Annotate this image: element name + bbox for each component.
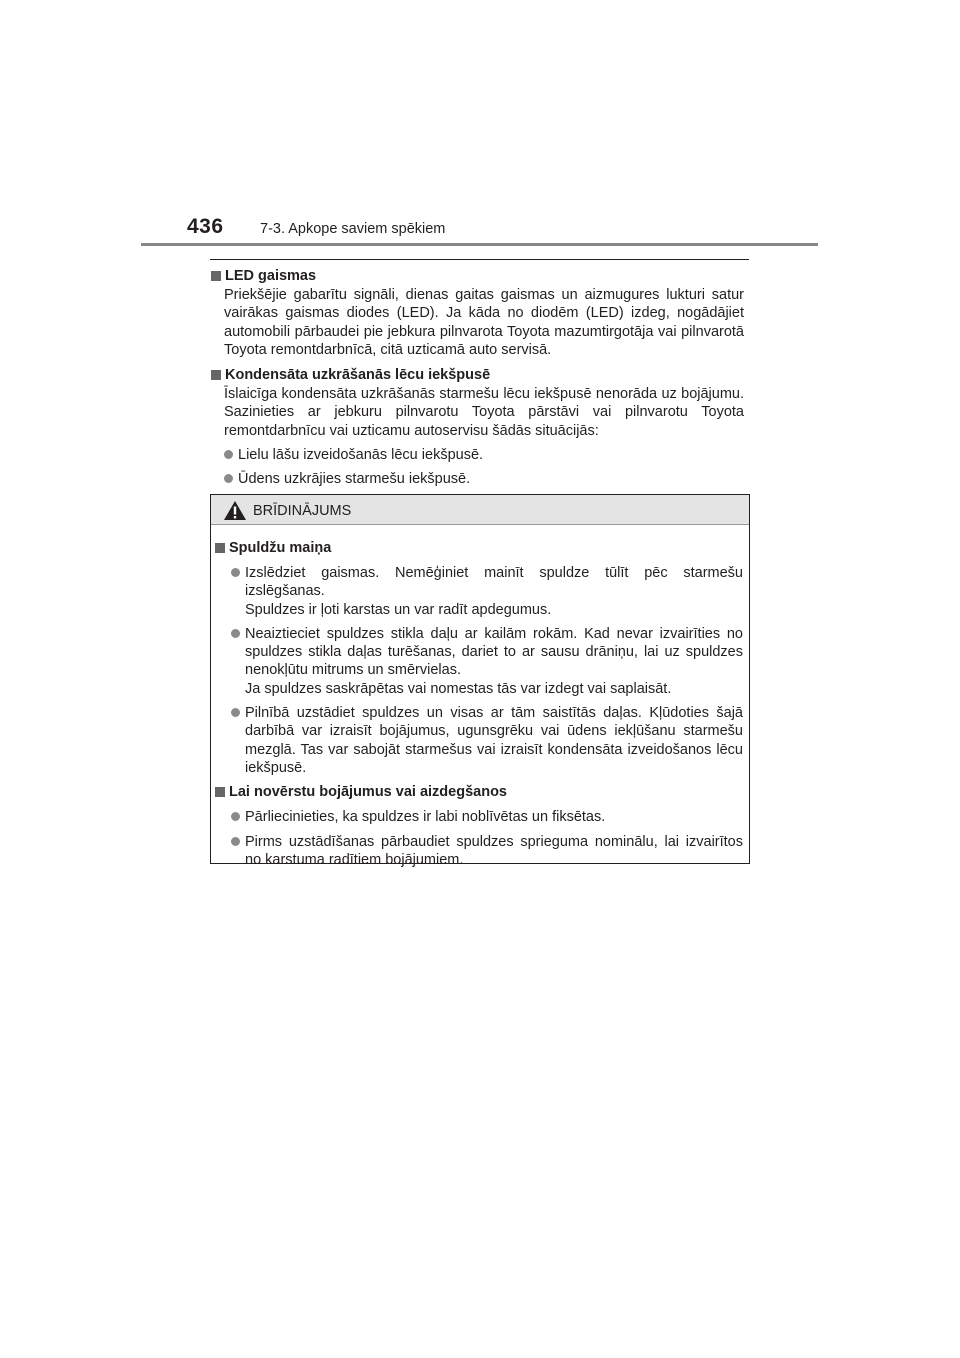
square-bullet-icon (211, 271, 221, 281)
warning-triangle-icon (224, 501, 246, 520)
square-bullet-icon (215, 787, 225, 797)
round-bullet-icon (231, 812, 240, 821)
section-heading: Lai novērstu bojājumus vai aizdegšanos (214, 783, 743, 802)
section-heading: Kondensāta uzkrāšanās lēcu iekšpusē (210, 366, 749, 385)
warning-section-prevent-damage (214, 783, 743, 869)
warning-body (211, 525, 749, 869)
list-item: Izslēdziet gaismas. Nemēģiniet mainīt spuldze tūlīt pēc starmešu izslēgšanas. Spuldzes ir ļoti karstas un var radīt apdegumus. (231, 564, 743, 619)
square-bullet-icon (211, 370, 221, 380)
round-bullet-icon (224, 474, 233, 483)
paragraph: Priekšējie gabarītu signāli, dienas gaitas gaismas un aizmugures lukturi satur vairākas gaismas diodes (LED). Ja kāda no diodēm (LED) izdeg, nogādājiet automobili pārbaudei pie jebkura pilnvarota Toyota mazumtirgotāja vai pilnvarotā Toyota remontdarbnīcā, citā uzticamā auto servisā. (224, 287, 744, 358)
round-bullet-icon (224, 450, 233, 459)
list-item: Ūdens uzkrājies starmešu iekšpusē. (224, 470, 744, 488)
section-heading: Spuldžu maiņa (214, 539, 743, 558)
chapter-title: 7-3. Apkope saviem spēkiem (260, 221, 446, 237)
warning-header (211, 495, 749, 525)
list-item: Pārliecinieties, ka spuldzes ir labi noblīvētas un fiksētas. (231, 808, 743, 826)
warning-title: BRĪDINĀJUMS (253, 503, 352, 519)
list-item: Pirms uzstādīšanas pārbaudiet spuldzes sprieguma nominālu, lai izvairītos no karstuma radītiem bojājumiem. (231, 833, 743, 870)
list-item: Pilnībā uzstādiet spuldzes un visas ar tām saistītās daļas. Kļūdoties šajā darbībā var izraisīt bojājumus, ugunsgrēku vai ūdens iekļūšanu starmešu mezglā. Tas var sabojāt starmešus vai izraisīt kondensāta izveidošanos lēcu iekšpusē. (231, 704, 743, 777)
square-bullet-icon (215, 543, 225, 553)
round-bullet-icon (231, 837, 240, 846)
warning-section-bulb-replacement (214, 539, 743, 777)
section-condensation (210, 366, 749, 488)
page-number: 436 (187, 215, 224, 238)
round-bullet-icon (231, 568, 240, 577)
round-bullet-icon (231, 708, 240, 717)
paragraph: Īslaicīga kondensāta uzkrāšanās starmešu lēcu iekšpusē nenorāda uz bojājumu. Sazinieties ar jebkuru pilnvarotu Toyota pārstāvi vai pilnvarotu Toyota remontdarbnīcu vai uzticamu autoservisu šādās situācijās: (224, 386, 744, 439)
header-rule (141, 243, 818, 246)
section-heading: LED gaismas (210, 267, 749, 286)
round-bullet-icon (231, 629, 240, 638)
main-content (210, 259, 749, 496)
list-item: Neaiztieciet spuldzes stikla daļu ar kailām rokām. Kad nevar izvairīties no spuldzes stikla daļas turēšanas, dariet to ar sausu drāniņu, lai uz spuldzes nenokļūtu mitrums un smērvielas. Ja spuldzes saskrāpētas vai nomestas tās var izdegt vai saplaisāt. (231, 625, 743, 698)
section-led-lights (210, 267, 749, 359)
warning-box (210, 494, 750, 868)
list-item: Lielu lāšu izveidošanās lēcu iekšpusē. (224, 446, 744, 464)
